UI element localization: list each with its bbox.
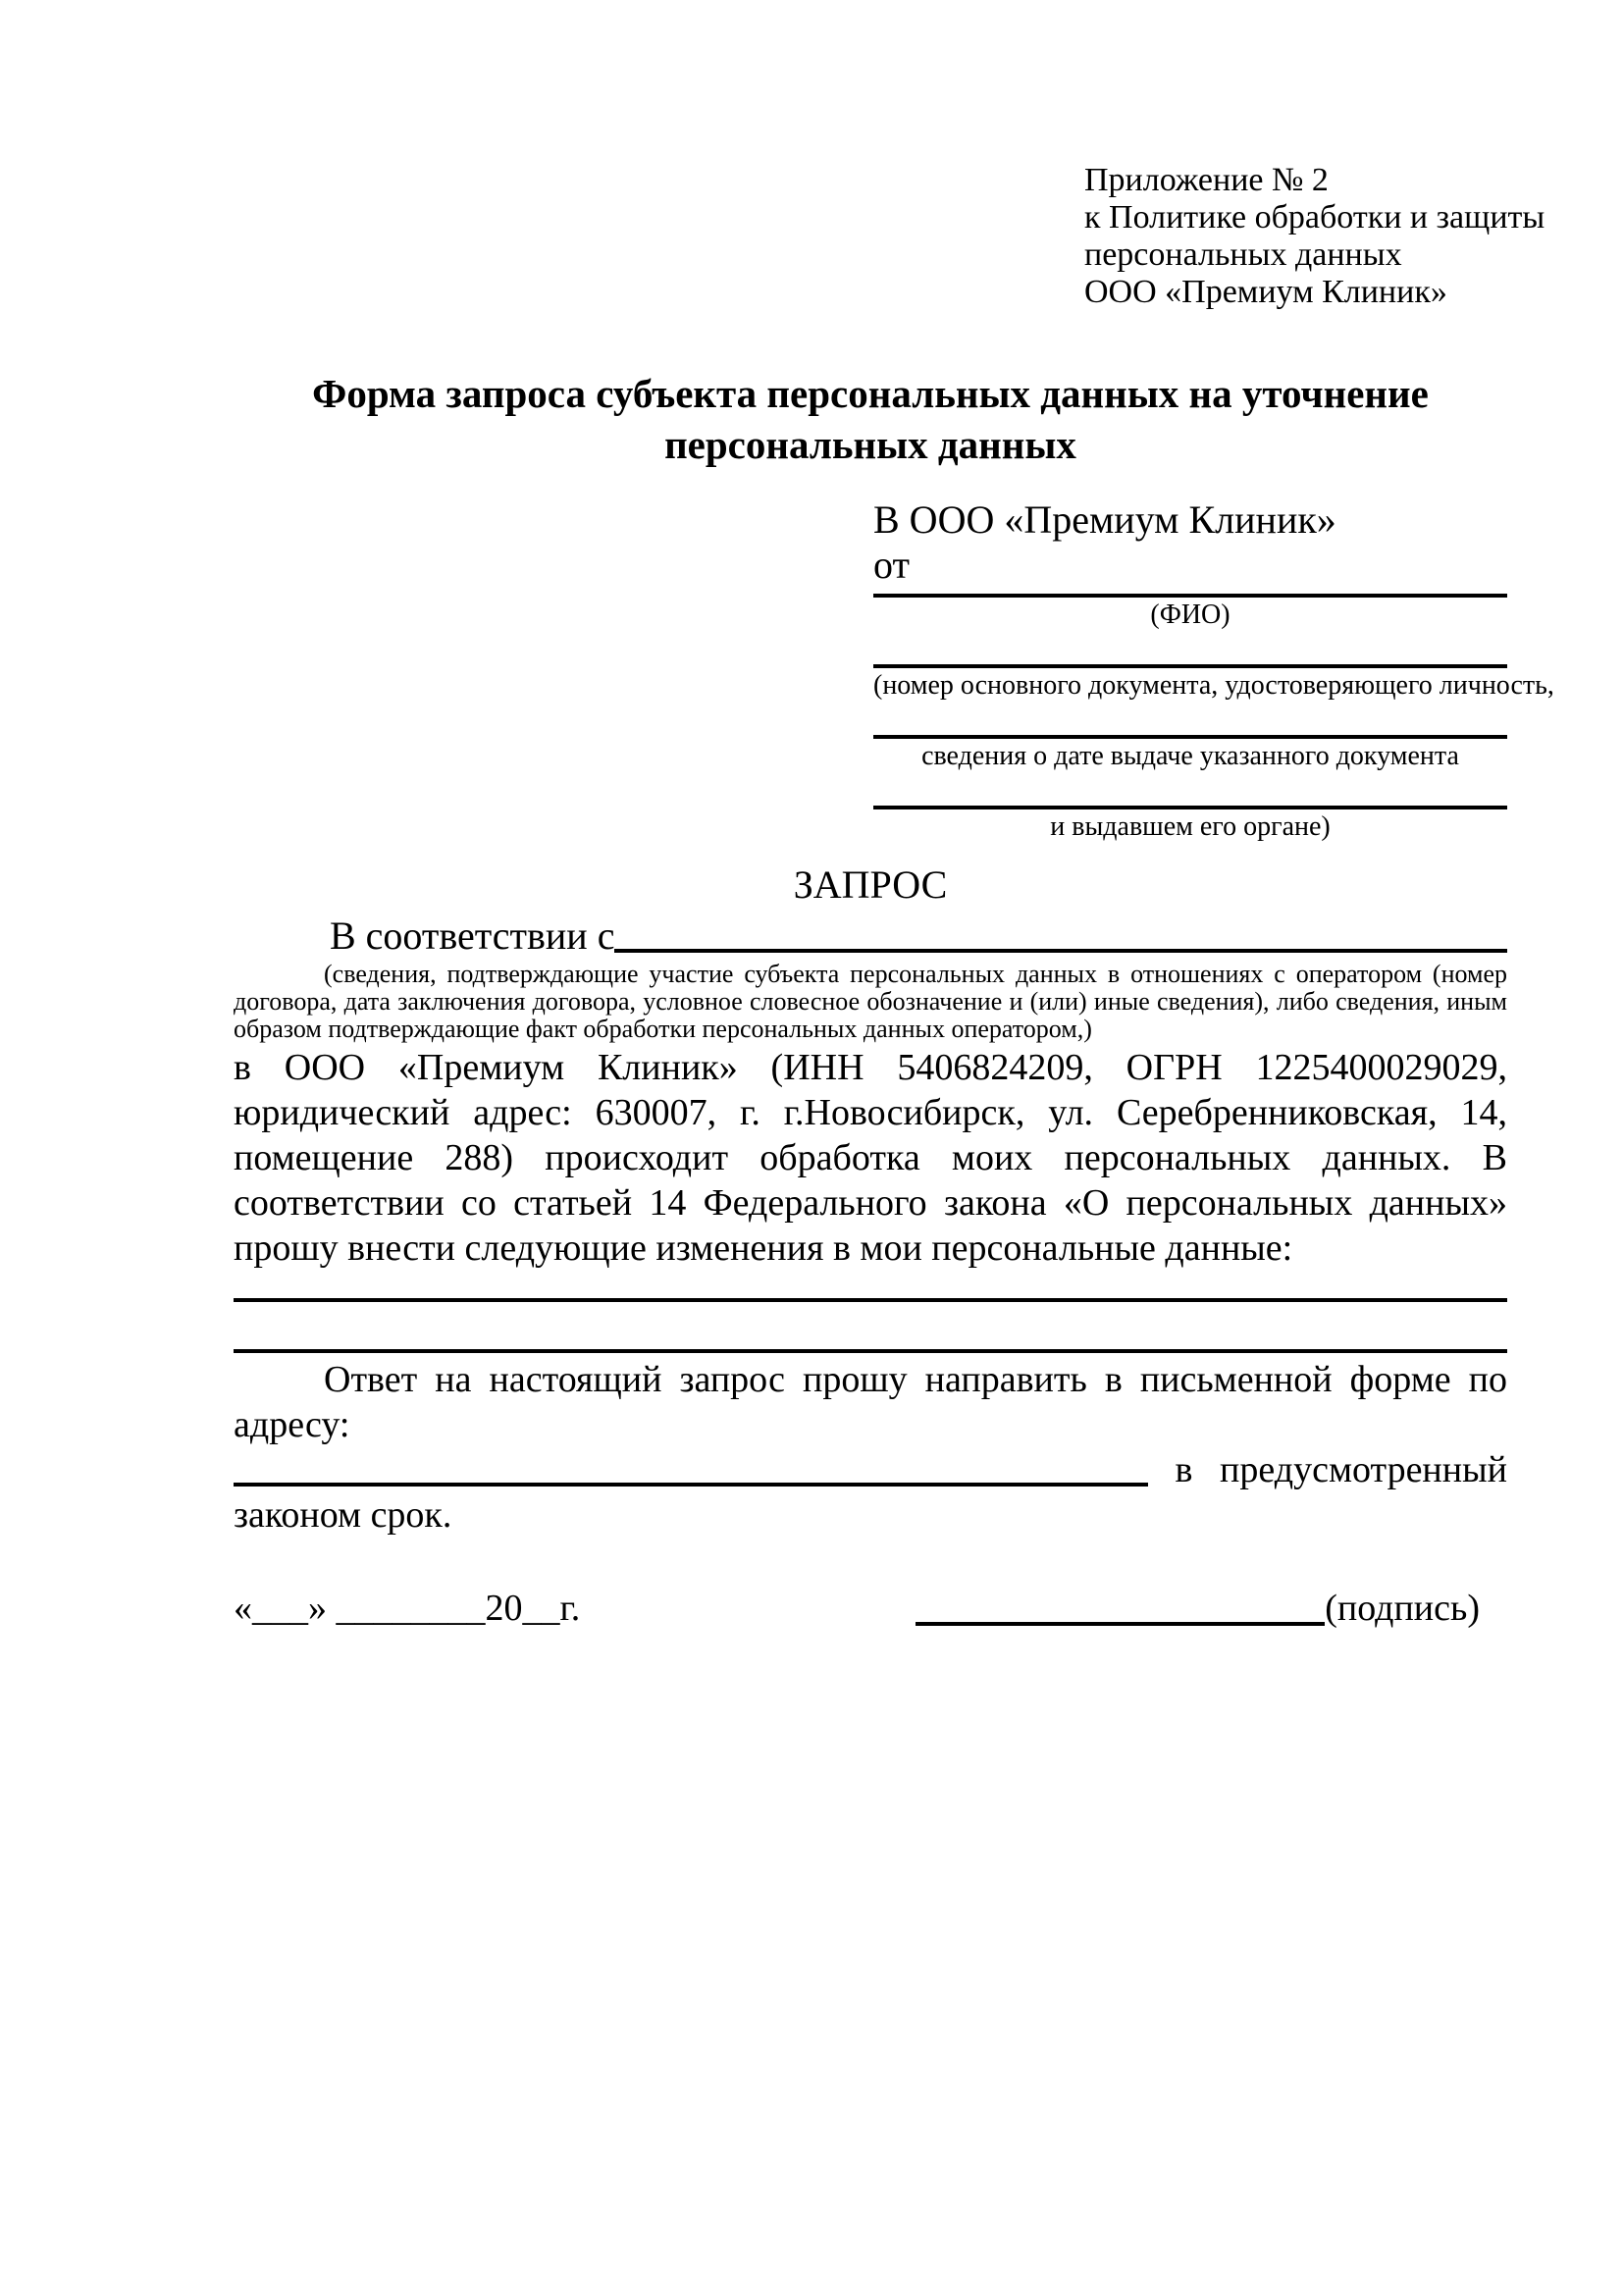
addressee-to: В ООО «Премиум Клиник» xyxy=(873,497,1336,542)
request-heading: ЗАПРОС xyxy=(793,862,948,907)
fio-field xyxy=(873,588,1507,633)
doc-issue-date-write-line xyxy=(873,704,1507,739)
appendix-block xyxy=(1084,162,1545,311)
doc-issuer-field xyxy=(873,774,1507,845)
appendix-line-3: персональных данных xyxy=(1084,236,1402,273)
doc-issue-date-field xyxy=(873,704,1507,774)
accordance-write-line xyxy=(614,949,1507,953)
date-blank: «___» ________20__г. xyxy=(234,1588,581,1629)
doc-number-field xyxy=(873,633,1554,704)
response-address-row xyxy=(234,1447,1507,1492)
response-tail: законом срок. xyxy=(234,1494,452,1536)
footer-row xyxy=(234,1585,1507,1632)
doc-number-write-line xyxy=(873,633,1507,668)
doc-issue-date-caption: сведения о дате выдаче указанного документа xyxy=(921,741,1459,771)
signature-write-line xyxy=(916,1622,1325,1626)
appendix-line-2: к Политике обработки и защиты xyxy=(1084,199,1545,235)
doc-number-caption: (номер основного документа, удостоверяющего личность, xyxy=(873,670,1554,701)
signature-caption: (подпись) xyxy=(1325,1588,1480,1629)
doc-issuer-write-line xyxy=(873,774,1507,809)
doc-issuer-caption: и выдавшем его органе) xyxy=(1050,811,1331,842)
accordance-prefix: В соответствии с xyxy=(330,913,615,958)
addressee-block xyxy=(873,497,1554,845)
appendix-line-1: Приложение № 2 xyxy=(1084,162,1329,198)
accordance-row xyxy=(234,913,1507,959)
response-word-v: в xyxy=(1175,1449,1193,1490)
changes-write-line-2 xyxy=(234,1302,1507,1353)
addressee-from-label: от xyxy=(873,543,910,587)
request-body: в ООО «Премиум Клиник» (ИНН 5406824209, ОГРН 1225400029029, юридический адрес: 630007, г. г.Новосибирск, ул. Серебренниковская, 14, помещение 288) происходит обработка моих персональных данных. В соответствии со статьей 14 Федерального закона «О персональных данных» прошу внести следующие изменения в мои персональные данные: xyxy=(234,1047,1507,1269)
signature-group xyxy=(916,1585,1480,1632)
response-intro: Ответ на настоящий запрос прошу направить в письменной форме по адресу: xyxy=(234,1359,1507,1445)
fio-caption: (ФИО) xyxy=(1150,600,1230,630)
appendix-line-4: ООО «Премиум Клиник» xyxy=(1084,274,1447,310)
changes-write-line-1 xyxy=(234,1273,1507,1302)
form-title: Форма запроса субъекта персональных данных на уточнение персональных данных xyxy=(312,371,1429,467)
fio-write-line xyxy=(873,588,1507,598)
address-write-line xyxy=(234,1483,1148,1487)
request-note: (сведения, подтверждающие участие субъекта персональных данных в отношениях с оператором (номер договора, дата заключения договора, условное словесное обозначение и (или) иные сведения), либо сведения, иным образом подтверждающие факт обработки персональных данных оператором,) xyxy=(234,960,1507,1043)
response-word-predusmotrenny: предусмотренный xyxy=(1220,1449,1507,1490)
